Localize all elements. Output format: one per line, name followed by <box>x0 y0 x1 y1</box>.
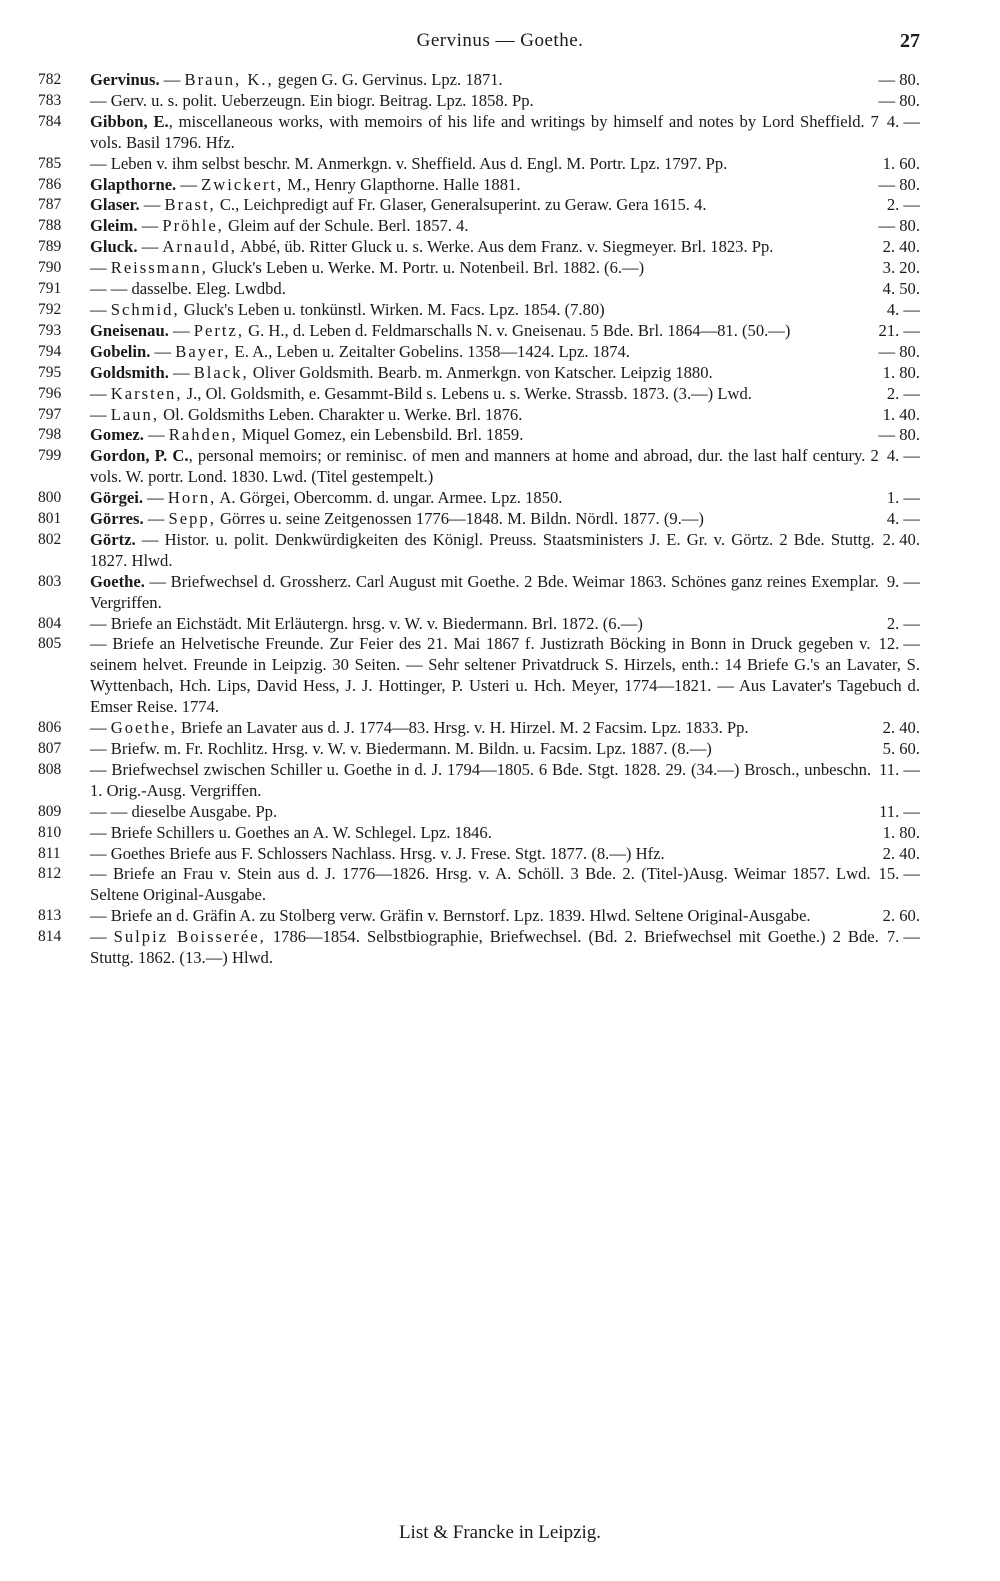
catalog-entry <box>38 572 920 614</box>
catalog-entry <box>38 739 920 760</box>
entry-author: Arnauld, <box>162 237 237 257</box>
catalog-entry <box>38 279 920 300</box>
entry-price: — 80. <box>878 425 920 445</box>
entry-number: 789 <box>38 238 62 256</box>
entry-text: G. H., d. Leben d. Feldmarschalls N. v. Gneisenau. 5 Bde. Brl. 1864—81. (50.—) <box>243 320 791 340</box>
entry-author: Rahden, <box>168 425 238 445</box>
entry-dash: — <box>90 718 111 738</box>
entry-price: — 80. <box>878 216 920 236</box>
entry-text: Briefwechsel zwischen Schiller u. Goethe in d. J. 1794—1805. 6 Bde. Stgt. 1828. 29. (34.—) Brosch., unbeschn. 1. Orig.-Ausg. Vergriffen. <box>90 759 872 800</box>
entry-dash: — <box>90 739 111 758</box>
entry-number: 791 <box>38 280 62 298</box>
entry-number: 804 <box>38 614 62 632</box>
entry-dash: — <box>176 174 202 194</box>
catalog-entry <box>38 258 920 279</box>
entry-text: Gluck's Leben u. Werke. M. Portr. u. Notenbeil. Brl. 1882. (6.—) <box>207 258 645 278</box>
entry-text: Briefe an Helvetische Freunde. Zur Feier des 21. Mai 1867 f. Justizrath Böcking in Bonn in Druck gegeben v. seinem helvet. Freunde in Leipzig. 30 Seiten. — Sehr seltener Privatdruck S. Hirzels, enth.: 14 Briefe G.'s an Lavater, S. Wyttenbach, Hch. Lips, David Hess, J. J. Hottinger, P. Usteri u. Hch. Meyer, 1774—1821. — Aus Lavater's Tagebuch d. Emser Reise. 1774. <box>90 634 920 717</box>
entry-dash: — <box>150 341 176 361</box>
entry-number: 799 <box>38 447 62 465</box>
entry-dash: — <box>143 509 169 529</box>
entry-number: 798 <box>38 426 62 444</box>
catalog-entry <box>38 91 920 112</box>
entry-text: , personal memoirs; or reminisc. of men and manners at home and abroad, dur. the last half century. 2 vols. W. portr. Lond. 1830. Lwd. (Titel gestempelt.) <box>90 446 879 487</box>
entry-dash: — <box>143 488 168 508</box>
entry-dash: — <box>90 383 111 403</box>
entry-number: 807 <box>38 740 62 757</box>
entry-number: 788 <box>38 217 62 235</box>
entry-text: Görres u. seine Zeitgenossen 1776—1848. M. Bildn. Nördl. 1877. (9.—) <box>215 509 704 529</box>
entry-author: Bayer, <box>175 341 231 361</box>
entry-number: 782 <box>38 71 62 88</box>
entry-author: Goethe, <box>110 718 177 738</box>
catalog-entry <box>38 927 920 969</box>
header-title: Gervinus — Goethe. <box>416 30 584 51</box>
entry-number: 810 <box>38 823 62 841</box>
entry-price: 21. — <box>878 320 920 340</box>
entry-number: 794 <box>38 342 62 360</box>
entry-number: 812 <box>38 865 62 883</box>
entry-price: 2. 40. <box>882 843 920 863</box>
catalog-entry <box>38 216 920 237</box>
entry-number: 790 <box>38 259 62 277</box>
entry-dash: — <box>143 425 169 445</box>
entry-number: 803 <box>38 572 62 590</box>
entry-dash: — <box>90 927 114 947</box>
entry-dash: — <box>135 529 165 549</box>
catalog-entry <box>38 300 920 321</box>
catalog-entry <box>38 488 920 509</box>
entry-text: Briefe an Lavater aus d. J. 1774—83. Hrsg. v. H. Hirzel. M. 2 Facsim. Lpz. 1833. Pp. <box>176 718 749 738</box>
entry-price: 11. — <box>879 801 920 821</box>
entry-dash: — <box>90 822 111 842</box>
catalog-entry <box>38 864 920 906</box>
catalog-entry <box>38 614 920 635</box>
entry-text: Oliver Goldsmith. Bearb. m. Anmerkgn. von Katscher. Leipzig 1880. <box>248 362 713 382</box>
catalog-entries <box>38 70 920 969</box>
entry-number: 784 <box>38 112 62 130</box>
publisher-footer: List & Francke in Leipzig. <box>398 1522 602 1543</box>
entry-price: 1. — <box>886 488 920 508</box>
entry-headword: Gluck. <box>90 237 138 257</box>
entry-price: 2. — <box>886 195 920 215</box>
entry-dash: — <box>90 843 111 863</box>
page-number: 27 <box>900 30 920 52</box>
entry-author: Sepp, <box>168 509 216 529</box>
catalog-entry <box>38 760 920 802</box>
entry-number: 814 <box>38 928 62 946</box>
catalog-entry <box>38 112 920 154</box>
entry-headword: Goethe. <box>90 571 145 591</box>
entry-price: 1. 60. <box>882 153 920 173</box>
entry-number: 795 <box>38 363 62 381</box>
entry-dash: — — <box>90 279 132 299</box>
catalog-entry <box>38 384 920 405</box>
entry-number: 811 <box>38 844 61 862</box>
entry-text: Histor. u. polit. Denkwürdigkeiten des Königl. Preuss. Staatsministers J. E. Gr. v. Görtz. 2 Bde. Stuttg. 1827. Hlwd. <box>90 529 875 570</box>
entry-text: Briefw. m. Fr. Rochlitz. Hrsg. v. W. v. Biedermann. M. Bildn. u. Facsim. Lpz. 1887. (8.—) <box>110 739 712 758</box>
entry-price: 4. — <box>886 509 920 529</box>
entry-text: Goethes Briefe aus F. Schlossers Nachlass. Hrsg. v. J. Frese. Stgt. 1877. (8.—) Hfz. <box>110 843 665 863</box>
entry-price: 2. — <box>886 613 920 633</box>
entry-headword: Görtz. <box>90 529 136 549</box>
entry-author: Pertz, <box>193 320 244 340</box>
entry-text: E. A., Leben u. Zeitalter Gobelins. 1358—1424. Lpz. 1874. <box>230 341 630 361</box>
entry-price: 7. — <box>886 927 920 947</box>
catalog-entry <box>38 237 920 258</box>
entry-text: Briefwechsel d. Grossherz. Carl August mit Goethe. 2 Bde. Weimar 1863. Schönes ganz reines Exemplar. Vergriffen. <box>90 571 879 612</box>
entry-dash: — <box>168 320 194 340</box>
catalog-entry <box>38 195 920 216</box>
entry-number: 787 <box>38 196 62 214</box>
catalog-entry <box>38 509 920 530</box>
catalog-entry <box>38 70 920 91</box>
entry-text: Ol. Goldsmiths Leben. Charakter u. Werke. Brl. 1876. <box>159 404 523 424</box>
entry-number: 808 <box>38 760 62 778</box>
entry-headword: Gibbon, E. <box>90 111 169 131</box>
entry-number: 786 <box>38 175 62 193</box>
entry-number: 802 <box>38 530 62 548</box>
entry-number: 806 <box>38 719 62 737</box>
entry-text: , miscellaneous works, with memoirs of his life and writings by himself and notes by Lord Sheffield. 7 vols. Basil 1796. Hfz. <box>90 111 879 152</box>
catalog-entry <box>38 425 920 446</box>
entry-author: Brast, <box>164 195 216 215</box>
entry-dash: — <box>144 571 171 591</box>
entry-headword: Gleim. <box>90 216 138 236</box>
entry-text: dieselbe Ausgabe. Pp. <box>131 801 278 821</box>
entry-author: Black, <box>193 362 249 382</box>
entry-number: 793 <box>38 321 62 339</box>
catalog-entry <box>38 906 920 927</box>
catalog-entry <box>38 321 920 342</box>
entry-price: 9. — <box>886 571 920 591</box>
entry-text: Briefe Schillers u. Goethes an A. W. Schlegel. Lpz. 1846. <box>110 822 492 842</box>
entry-dash: — — <box>90 801 132 821</box>
entry-dash: — <box>90 613 111 633</box>
entry-text: Briefe an d. Gräfin A. zu Stolberg verw. Gräfin v. Bernstorf. Lpz. 1839. Hlwd. Seltene Original-Ausgabe. <box>110 906 811 926</box>
entry-price: 1. 40. <box>882 404 920 424</box>
entry-price: 1. 80. <box>882 362 920 382</box>
entry-headword: Gobelin. <box>90 341 151 361</box>
entry-author: Schmid, <box>110 299 180 319</box>
entry-author: Braun, K., <box>184 70 274 89</box>
entry-price: 12. — <box>878 634 920 654</box>
catalog-entry <box>38 530 920 572</box>
entry-price: 11. — <box>879 759 920 779</box>
entry-text: Gluck's Leben u. tonkünstl. Wirken. M. Facs. Lpz. 1854. (7.80) <box>179 299 605 319</box>
catalog-entry <box>38 175 920 196</box>
entry-dash: — <box>90 258 111 278</box>
entry-headword: Goldsmith. <box>90 362 169 382</box>
entry-price: — 80. <box>878 341 920 361</box>
entry-price: — 80. <box>878 174 920 194</box>
entry-dash: — <box>139 195 165 215</box>
entry-text: Leben v. ihm selbst beschr. M. Anmerkgn. v. Sheffield. Aus d. Engl. M. Portr. Lpz. 1797. Pp. <box>110 153 728 173</box>
entry-author: Pröhle, <box>162 216 224 236</box>
entry-author: Sulpiz Boisserée, <box>113 927 266 947</box>
entry-price: 4. — <box>886 111 920 131</box>
catalog-entry <box>38 154 920 175</box>
entry-number: 809 <box>38 802 62 820</box>
entry-number: 800 <box>38 489 62 507</box>
catalog-entry <box>38 802 920 823</box>
catalog-entry <box>38 342 920 363</box>
entry-dash: — <box>90 906 111 926</box>
entry-text: Gerv. u. s. polit. Ueberzeugn. Ein biogr. Beitrag. Lpz. 1858. Pp. <box>110 90 534 110</box>
entry-text: Briefe an Frau v. Stein aus d. J. 1776—1826. Hrsg. v. A. Schöll. 3 Bde. 2. (Titel-)Ausg. Weimar 1857. Lwd. Seltene Original-Ausgabe. <box>90 864 871 905</box>
entry-dash: — <box>159 70 185 89</box>
entry-price: 2. 40. <box>882 529 920 549</box>
entry-text: A. Görgei, Obercomm. d. ungar. Armee. Lpz. 1850. <box>216 488 563 508</box>
entry-number: 805 <box>38 635 62 653</box>
entry-number: 813 <box>38 907 62 925</box>
entry-headword: Gomez. <box>90 425 144 445</box>
entry-headword: Gervinus. <box>90 70 160 89</box>
entry-number: 783 <box>38 91 62 109</box>
entry-price: 4. — <box>886 299 920 319</box>
entry-price: 2. — <box>886 383 920 403</box>
entry-dash: — <box>137 216 163 236</box>
entry-author: Horn, <box>167 488 217 508</box>
entry-price: 5. 60. <box>882 739 920 758</box>
entry-text: Miquel Gomez, ein Lebensbild. Brl. 1859. <box>237 425 524 445</box>
entry-number: 785 <box>38 154 62 172</box>
entry-headword: Glapthorne. <box>90 174 177 194</box>
entry-headword: Görres. <box>90 509 144 529</box>
entry-text: J., Ol. Goldsmith, e. Gesammt-Bild s. Lebens u. s. Werke. Strassb. 1873. (3.—) Lwd. <box>182 383 752 403</box>
entry-dash: — <box>90 634 113 654</box>
entry-price: 2. 40. <box>882 718 920 738</box>
entry-text: M., Henry Glapthorne. Halle 1881. <box>283 174 521 194</box>
entry-number: 797 <box>38 405 62 423</box>
entry-headword: Gneisenau. <box>90 320 169 340</box>
entry-author: Laun, <box>110 404 159 424</box>
entry-number: 796 <box>38 384 62 402</box>
entry-author: Zwickert, <box>201 174 284 194</box>
catalog-entry <box>38 405 920 426</box>
entry-dash: — <box>90 759 112 779</box>
entry-dash: — <box>90 299 111 319</box>
entry-price: 1. 80. <box>882 822 920 842</box>
entry-dash: — <box>137 237 163 257</box>
entry-text: Abbé, üb. Ritter Gluck u. s. Werke. Aus dem Franz. v. Siegmeyer. Brl. 1823. Pp. <box>236 237 774 257</box>
entry-headword: Gordon, P. C. <box>90 446 189 466</box>
entry-headword: Görgei. <box>90 488 143 508</box>
entry-text: 1786—1854. Selbstbiographie, Briefwechsel. (Bd. 2. Briefwechsel mit Goethe.) 2 Bde. Stuttg. 1862. (13.—) Hlwd. <box>90 927 879 968</box>
catalog-entry <box>38 446 920 488</box>
catalog-entry <box>38 634 920 718</box>
entry-author: Reissmann, <box>110 258 208 278</box>
entry-dash: — <box>90 404 111 424</box>
catalog-entry <box>38 718 920 739</box>
catalog-entry <box>38 823 920 844</box>
entry-price: — 80. <box>878 70 920 89</box>
entry-number: 801 <box>38 510 62 528</box>
entry-price: 4. — <box>886 446 920 466</box>
entry-text: Gleim auf der Schule. Berl. 1857. 4. <box>223 216 469 236</box>
entry-price: — 80. <box>878 90 920 110</box>
entry-dash: — <box>90 90 111 110</box>
entry-price: 3. 20. <box>882 258 920 278</box>
catalog-entry <box>38 363 920 384</box>
entry-text: dasselbe. Eleg. Lwdbd. <box>131 279 286 299</box>
entry-price: 2. 60. <box>882 906 920 926</box>
entry-dash: — <box>90 864 113 884</box>
entry-price: 2. 40. <box>882 237 920 257</box>
entry-headword: Glaser. <box>90 195 140 215</box>
entry-dash: — <box>90 153 111 173</box>
running-header <box>0 30 1000 58</box>
entry-text: gegen G. G. Gervinus. Lpz. 1871. <box>273 70 503 89</box>
entry-text: Briefe an Eichstädt. Mit Erläutergn. hrsg. v. W. v. Biedermann. Brl. 1872. (6.—) <box>110 613 643 633</box>
entry-price: 4. 50. <box>882 279 920 299</box>
entry-price: 15. — <box>878 864 920 884</box>
entry-number: 792 <box>38 300 62 318</box>
entry-text: C., Leichpredigt auf Fr. Glaser, Generalsuperint. zu Geraw. Gera 1615. 4. <box>215 195 707 215</box>
entry-author: Karsten, <box>110 383 183 403</box>
catalog-entry <box>38 844 920 865</box>
entry-dash: — <box>168 362 194 382</box>
